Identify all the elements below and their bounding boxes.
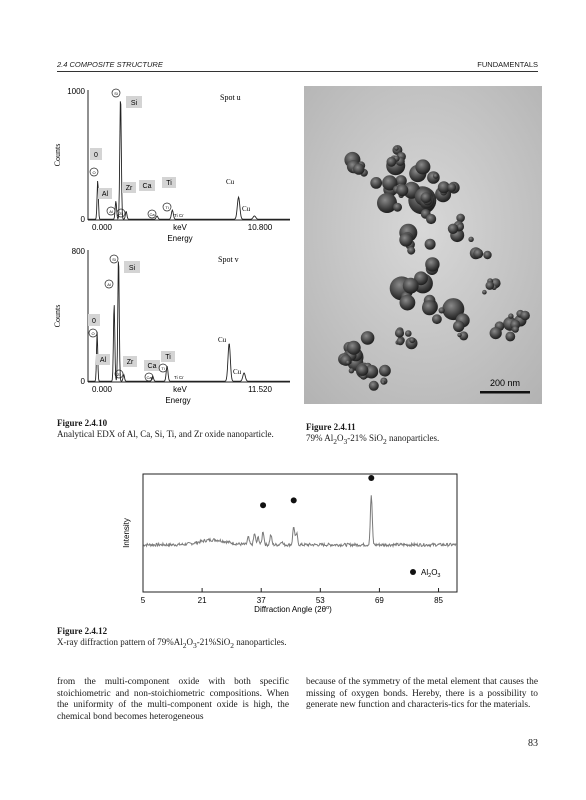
xrd-tick-label: 21 (197, 596, 207, 605)
xrd-ylabel: Intensity (122, 518, 131, 548)
edx-top-xmin: 0.000 (91, 223, 113, 232)
edx-bottom-ymax: 800 (71, 247, 85, 256)
nanoparticle (405, 330, 412, 337)
label-ca-b: Ca (147, 363, 157, 370)
marker-si-b-text: Si (112, 257, 116, 262)
nanoparticle (396, 184, 408, 196)
nanoparticle (457, 333, 461, 337)
nanoparticle (415, 159, 430, 174)
nanoparticle (393, 203, 402, 212)
edx-bottom-panel (53, 247, 290, 405)
xrd-figure (115, 470, 465, 620)
nanoparticle (395, 328, 404, 337)
nanoparticle (407, 247, 415, 255)
scale-bar (480, 391, 530, 394)
edx-top-ymin: 0 (80, 215, 85, 224)
marker-ca-b-text: Ca (146, 375, 152, 380)
xrd-tick-label: 69 (374, 596, 384, 605)
xrd-peak-marker (260, 502, 266, 508)
nanoparticle (425, 257, 439, 271)
figure-2-4-11-caption (306, 422, 546, 447)
xrd-tick-label: 85 (434, 596, 443, 605)
label-cu-2: Cu (242, 205, 251, 213)
figure-2-4-12-caption (57, 626, 457, 651)
edx-bottom-xtitle: Energy (165, 396, 191, 405)
edx-top-xtitle: Energy (167, 234, 193, 243)
marker-ti-text: Ti (165, 205, 169, 210)
edx-bottom-xunit: keV (173, 385, 187, 394)
edx-bottom-xmin: 0.000 (91, 385, 113, 394)
nanoparticle (439, 307, 445, 313)
label-ti-cr: Ti Cr (174, 213, 184, 218)
edx-top-xunit: keV (173, 223, 187, 232)
nanoparticle (409, 337, 415, 343)
nanoparticle (468, 237, 473, 242)
marker-o-b-text: O (91, 331, 95, 336)
nanoparticle (421, 192, 432, 203)
xrd-tick-label: 53 (315, 596, 325, 605)
nanoparticle (369, 381, 379, 391)
nanoparticle (370, 177, 382, 189)
label-o: 0 (94, 152, 98, 159)
nanoparticle (482, 290, 487, 295)
label-ti-cr-b: Ti Cr (174, 375, 184, 380)
label-ti-b: Ti (165, 354, 171, 361)
nanoparticle (425, 239, 436, 250)
label-cu-2-b: Cu (233, 368, 242, 376)
xrd-tick-label: 5 (140, 596, 146, 605)
label-o-b: 0 (92, 318, 96, 325)
edx-top-ymax: 1000 (67, 87, 85, 96)
figure-2-4-10-text: Analytical EDX of Al, Ca, Si, Ti, and Zr oxide nanoparticle. (57, 429, 274, 439)
marker-si-text: Si (114, 91, 118, 96)
nanoparticle (403, 278, 419, 294)
nanoparticle (453, 321, 464, 332)
marker-ca-text: Ca (149, 212, 155, 217)
nanoparticle (347, 341, 361, 355)
marker-al-text: Al (109, 209, 113, 214)
nanoparticle (448, 183, 457, 192)
running-header-section: 2.4 COMPOSITE STRUCTURE (57, 60, 163, 69)
nanoparticle (433, 173, 438, 178)
nanoparticle (361, 331, 375, 345)
label-si-b: Si (128, 265, 136, 272)
nanoparticle (381, 381, 385, 385)
edx-top-xmax: 10.800 (247, 223, 273, 232)
nanoparticle (387, 157, 397, 167)
running-header-chapter: FUNDAMENTALS (477, 60, 538, 69)
nanoparticle (520, 311, 530, 321)
marker-al-b-text: Al (107, 282, 111, 287)
body-text-left-column: from the multi-component oxide with both specific stoichiometric and non-stoichiometric compositions. When the uniformity of the multi-component oxide is high, the chemical bond becomes heterogeneous (57, 677, 289, 722)
nanoparticle (448, 224, 458, 234)
figure-2-4-12-title: Figure 2.4.12 (57, 626, 108, 636)
label-cu-1-b: Cu (218, 336, 227, 344)
scale-bar-label: 200 nm (489, 378, 521, 388)
marker-o-text: O (92, 170, 96, 175)
xrd-al2o3-peak-markers (260, 475, 374, 508)
label-al: Al (101, 191, 109, 198)
figure-2-4-10-title: Figure 2.4.10 (57, 418, 108, 428)
figure-2-4-12-text: X-ray diffraction pattern of $79\%Al_2O_3-21\%SiO_2$ nanoparticles. (57, 637, 287, 650)
label-zr: Zr (125, 185, 133, 192)
nanoparticle (400, 295, 416, 311)
nanoparticle (512, 326, 519, 333)
xrd-tick-label: 37 (256, 596, 266, 605)
figure-2-4-11-title: Figure 2.4.11 (306, 422, 356, 432)
label-zr-b: Zr (126, 359, 134, 366)
page-number: 83 (528, 738, 538, 749)
nanoparticle (357, 364, 369, 376)
label-ca: Ca (142, 183, 152, 190)
marker-zr-b-text: Zr (117, 372, 121, 377)
edx-top-spot-label: Spot u (220, 93, 241, 102)
xrd-x-ticks (141, 588, 444, 605)
xrd-peak-marker (291, 497, 297, 503)
nanoparticle (426, 214, 436, 224)
label-si: Si (130, 100, 138, 107)
xrd-plot-frame (143, 474, 457, 592)
xrd-peak-marker (368, 475, 374, 481)
body-text-right-column: because of the symmetry of the metal element that causes the missing of oxygen bonds. Hereby, there is a possibility to generate new function and characteris-tics for the materials. (306, 677, 538, 711)
edx-top-panel (53, 87, 290, 243)
nanoparticle (397, 338, 405, 346)
edx-top-ylabel: Counts (53, 143, 62, 167)
xrd-pattern-line (143, 495, 457, 546)
figure-2-4-11-text: 79% $Al_2O_3-21\%$ SiO$_2$ nanoparticles. (306, 433, 440, 446)
marker-zr-text: Zr (119, 211, 123, 216)
nanoparticle (508, 313, 513, 318)
nanoparticle (394, 146, 398, 150)
edx-bottom-ymin: 0 (80, 377, 85, 386)
nanoparticle (353, 163, 364, 174)
edx-bottom-spot-label: Spot v (218, 255, 239, 264)
nanoparticle (340, 355, 351, 366)
nanoparticle (505, 332, 515, 342)
edx-figure (50, 80, 300, 410)
label-ti: Ti (166, 180, 172, 187)
xrd-legend-label: $Al_2O_3$ (421, 568, 441, 579)
nanoparticle (399, 233, 412, 246)
nanoparticle (432, 314, 442, 324)
edx-bottom-ylabel: Counts (53, 304, 62, 328)
label-al-b: Al (99, 357, 107, 364)
label-cu-1: Cu (226, 178, 235, 186)
nanoparticle (473, 249, 483, 259)
marker-ti-b-text: Ti (161, 366, 165, 371)
nanoparticle (346, 360, 351, 365)
edx-top-spectrum (88, 101, 290, 220)
nanoparticle (422, 300, 437, 315)
nanoparticle (483, 251, 491, 259)
nanoparticle (456, 214, 465, 223)
nanoparticle (486, 281, 495, 290)
edx-bottom-spectrum (88, 262, 290, 382)
tem-micrograph (304, 86, 542, 404)
xrd-legend-marker (410, 569, 416, 575)
nanoparticle (490, 327, 502, 339)
nanoparticle (379, 365, 391, 377)
xrd-xlabel: Diffraction Angle $(2\theta^o)$ (254, 605, 332, 614)
nanoparticle (349, 368, 354, 373)
edx-bottom-xmax: 11.520 (248, 385, 272, 394)
figure-2-4-10-caption (57, 418, 297, 440)
header-rule (57, 71, 538, 72)
